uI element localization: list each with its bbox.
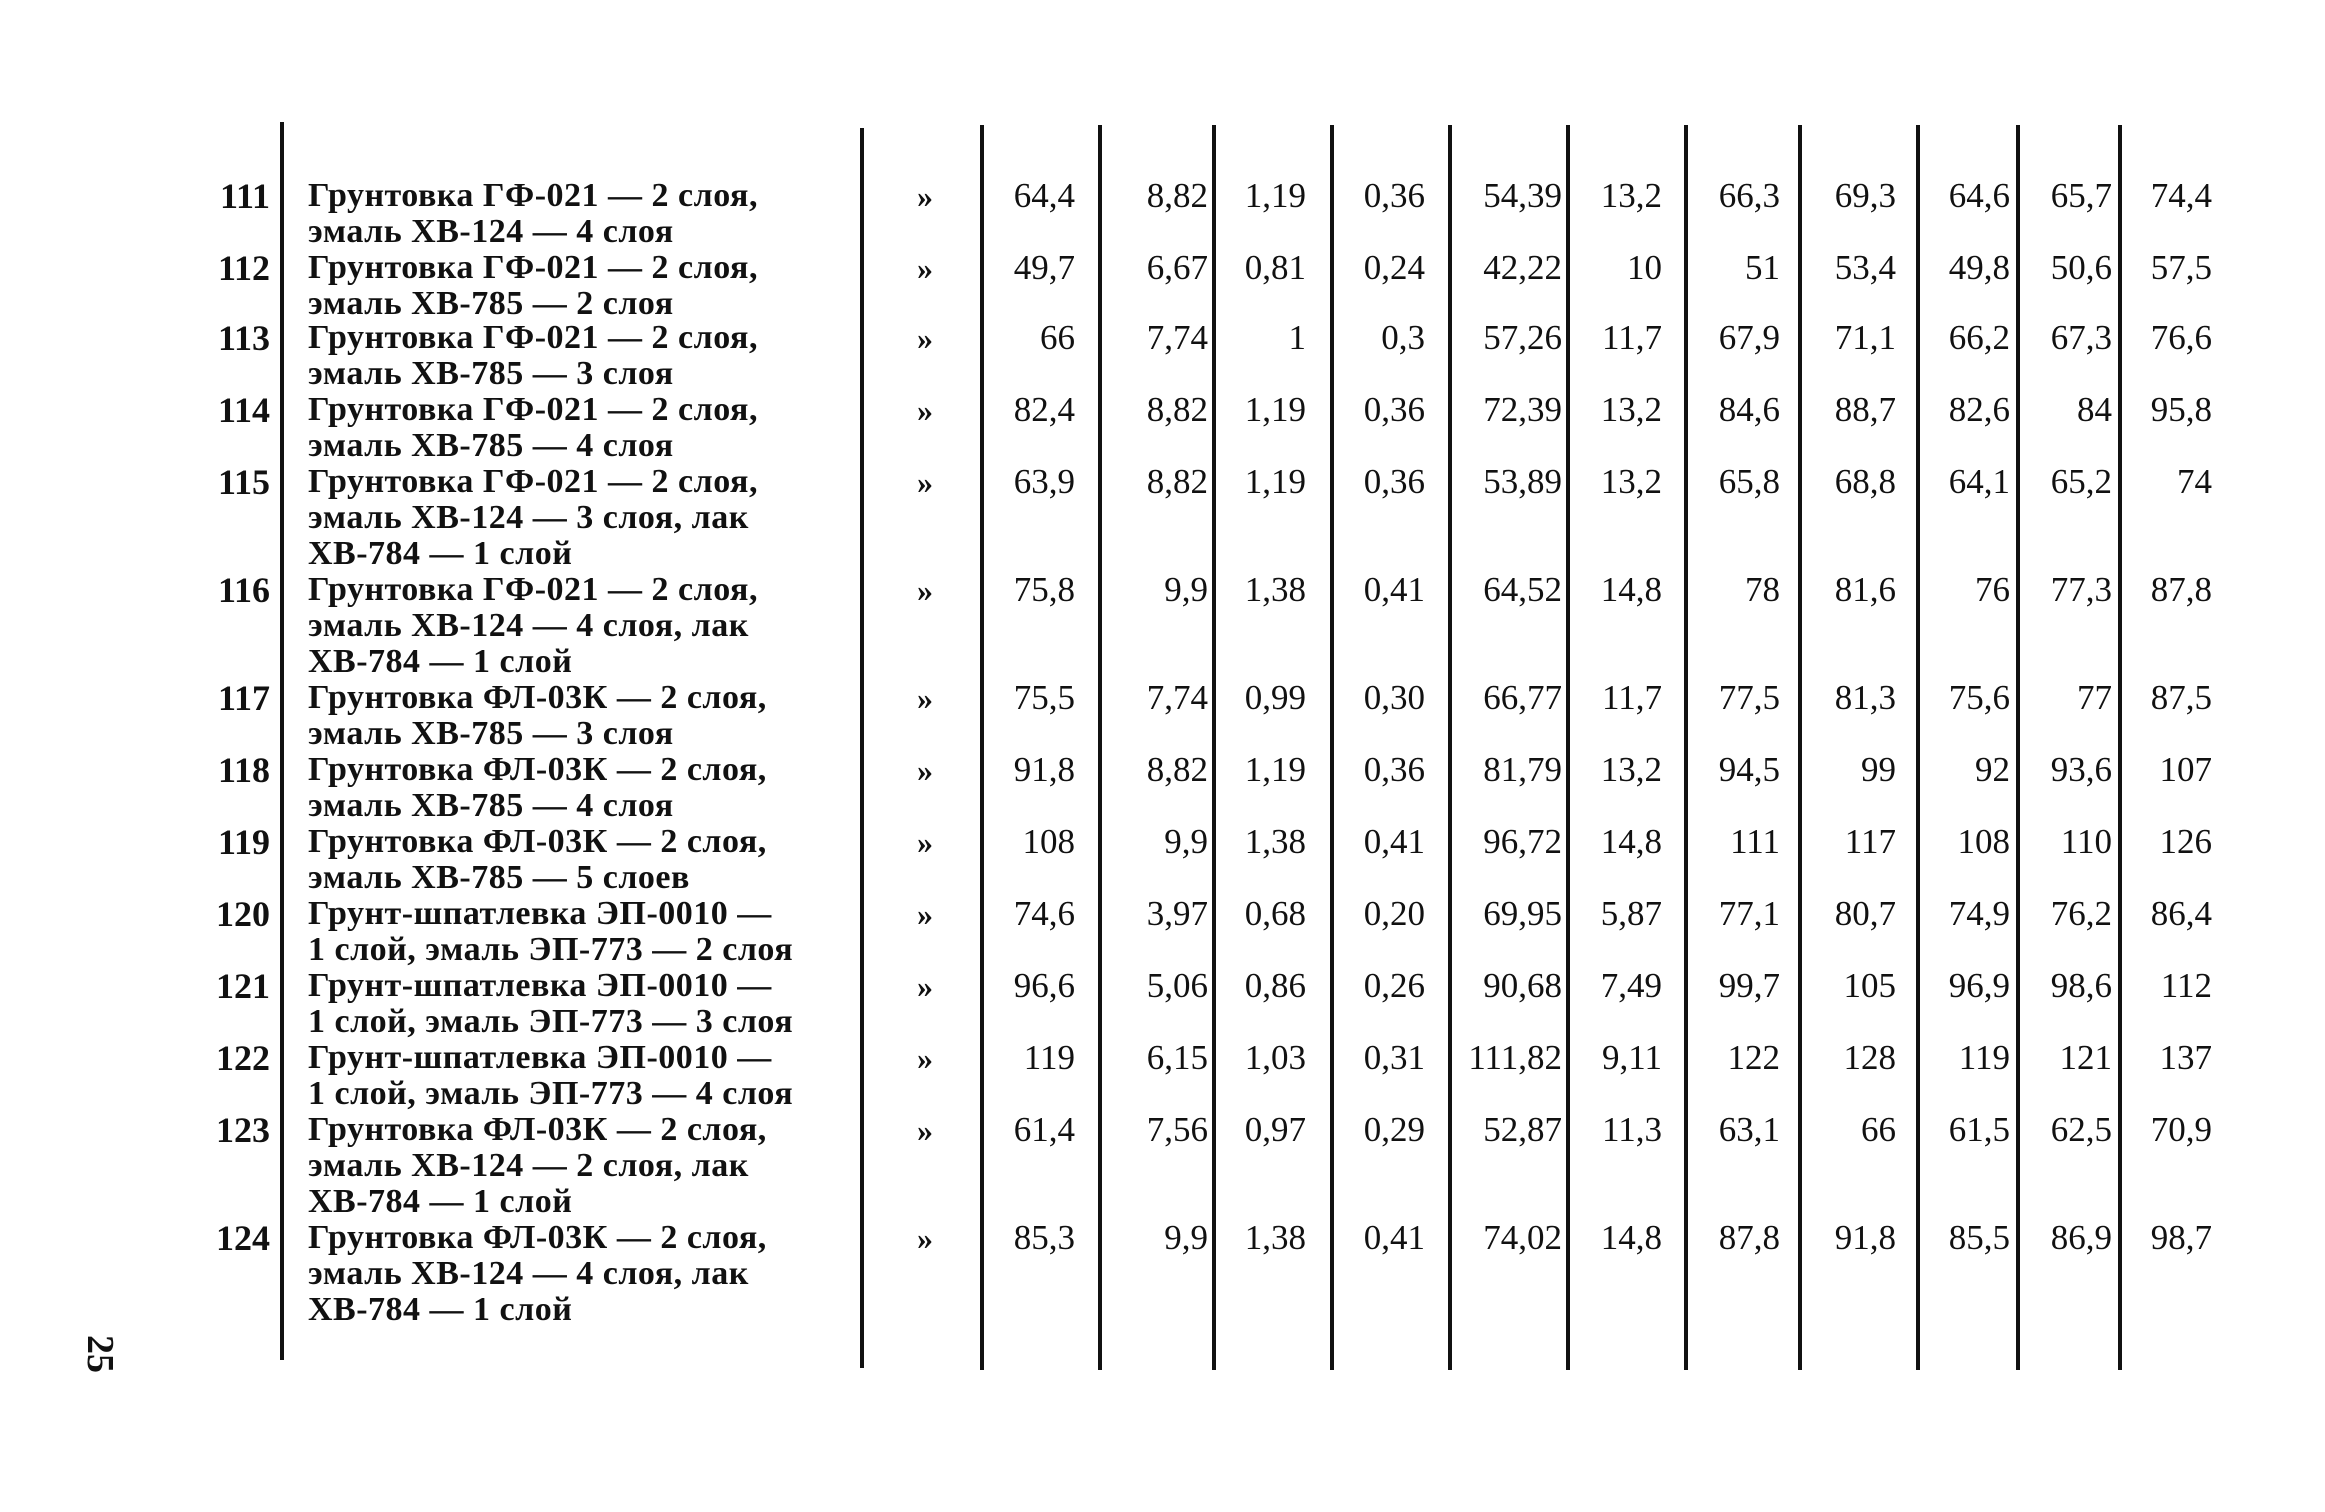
- value-cell: 66: [1040, 318, 1075, 357]
- value-cell: 0,99: [1244, 678, 1306, 717]
- value-cell: 6,15: [1146, 1038, 1208, 1077]
- row-number: 112: [217, 248, 270, 288]
- unit-mark: »: [917, 1040, 933, 1076]
- value-cell: 0,68: [1244, 894, 1306, 933]
- value-cell: 67,3: [2050, 318, 2112, 357]
- value-cell: 71,1: [1834, 318, 1896, 357]
- description-line: 1 слой, эмаль ЭП-773 — 3 слоя: [308, 1003, 794, 1040]
- value-cell: 0,36: [1363, 390, 1425, 429]
- value-cell: 0,41: [1363, 1218, 1425, 1257]
- value-cell: 86,9: [2050, 1218, 2112, 1257]
- value-cell: 0,41: [1363, 822, 1425, 861]
- page-number: 25: [79, 1335, 121, 1373]
- value-cell: 93,6: [2050, 750, 2112, 789]
- value-cell: 107: [2159, 750, 2212, 789]
- description-line: ХВ-784 — 1 слой: [308, 643, 573, 680]
- value-cell: 82,4: [1013, 390, 1075, 429]
- description-line: эмаль ХВ-124 — 4 слоя: [308, 213, 674, 250]
- value-cell: 13,2: [1600, 176, 1662, 215]
- row-number: 113: [217, 318, 270, 358]
- description-line: эмаль ХВ-785 — 4 слоя: [308, 427, 674, 464]
- value-cell: 0,31: [1363, 1038, 1425, 1077]
- value-cell: 70,9: [2150, 1110, 2212, 1149]
- unit-mark: »: [917, 752, 933, 788]
- value-cell: 8,82: [1146, 176, 1208, 215]
- coating-description: [308, 896, 848, 968]
- unit-mark: »: [917, 178, 933, 214]
- value-cell: 0,81: [1244, 248, 1306, 287]
- unit-mark: »: [917, 824, 933, 860]
- description-line: эмаль ХВ-124 — 4 слоя, лак: [308, 1255, 749, 1292]
- value-cell: 53,89: [1483, 462, 1562, 501]
- value-cell: 95,8: [2150, 390, 2212, 429]
- value-cell: 74,9: [1948, 894, 2010, 933]
- value-cell: 63,1: [1718, 1110, 1780, 1149]
- value-cell: 108: [1022, 822, 1075, 861]
- value-cell: 0,29: [1363, 1110, 1425, 1149]
- value-cell: 1,03: [1244, 1038, 1306, 1077]
- value-cell: 126: [2159, 822, 2212, 861]
- value-cell: 0,36: [1363, 176, 1425, 215]
- value-cell: 111,82: [1468, 1038, 1562, 1077]
- value-cell: 1,38: [1244, 822, 1306, 861]
- column-rule: [1798, 125, 1802, 1370]
- coating-description: [308, 178, 848, 250]
- value-cell: 72,39: [1483, 390, 1562, 429]
- coating-description: [308, 1220, 848, 1328]
- value-cell: 0,86: [1244, 966, 1306, 1005]
- value-cell: 0,41: [1363, 570, 1425, 609]
- value-cell: 11,7: [1602, 678, 1662, 717]
- value-cell: 0,26: [1363, 966, 1425, 1005]
- value-cell: 0,24: [1363, 248, 1425, 287]
- value-cell: 66,3: [1718, 176, 1780, 215]
- value-cell: 84,6: [1718, 390, 1780, 429]
- value-cell: 74,4: [2150, 176, 2212, 215]
- value-cell: 0,36: [1363, 750, 1425, 789]
- description-line: Грунтовка ГФ-021 — 2 слоя,: [308, 391, 758, 428]
- value-cell: 13,2: [1600, 390, 1662, 429]
- description-line: Грунтовка ГФ-021 — 2 слоя,: [308, 249, 758, 286]
- value-cell: 82,6: [1948, 390, 2010, 429]
- value-cell: 49,7: [1013, 248, 1075, 287]
- description-line: Грунтовка ФЛ-03К — 2 слоя,: [308, 679, 767, 716]
- coating-description: [308, 464, 848, 572]
- value-cell: 87,8: [2150, 570, 2212, 609]
- description-line: Грунтовка ФЛ-03К — 2 слоя,: [308, 1219, 767, 1256]
- value-cell: 54,39: [1483, 176, 1562, 215]
- value-cell: 66,77: [1483, 678, 1562, 717]
- value-cell: 65,8: [1718, 462, 1780, 501]
- value-cell: 117: [1844, 822, 1896, 861]
- value-cell: 98,6: [2050, 966, 2112, 1005]
- description-line: эмаль ХВ-785 — 5 слоев: [308, 859, 690, 896]
- value-cell: 62,5: [2050, 1110, 2112, 1149]
- value-cell: 94,5: [1718, 750, 1780, 789]
- description-line: Грунтовка ГФ-021 — 2 слоя,: [308, 463, 758, 500]
- value-cell: 92: [1975, 750, 2010, 789]
- unit-mark: »: [917, 680, 933, 716]
- coating-description: [308, 680, 848, 752]
- value-cell: 121: [2059, 1038, 2112, 1077]
- value-cell: 6,67: [1146, 248, 1208, 287]
- value-cell: 5,87: [1600, 894, 1662, 933]
- value-cell: 96,9: [1948, 966, 2010, 1005]
- column-rule: [1916, 125, 1920, 1370]
- description-line: Грунтовка ГФ-021 — 2 слоя,: [308, 177, 758, 214]
- unit-mark: »: [917, 464, 933, 500]
- value-cell: 99,7: [1718, 966, 1780, 1005]
- description-line: Грунт-шпатлевка ЭП-0010 —: [308, 1039, 772, 1076]
- value-cell: 90,68: [1483, 966, 1562, 1005]
- value-cell: 65,7: [2050, 176, 2112, 215]
- value-cell: 1,38: [1244, 570, 1306, 609]
- description-line: эмаль ХВ-785 — 3 слоя: [308, 355, 674, 392]
- description-line: ХВ-784 — 1 слой: [308, 535, 573, 572]
- value-cell: 76: [1975, 570, 2010, 609]
- value-cell: 69,3: [1834, 176, 1896, 215]
- value-cell: 57,5: [2150, 248, 2212, 287]
- coating-description: [308, 752, 848, 824]
- column-rule: [2016, 125, 2020, 1370]
- description-line: Грунт-шпатлевка ЭП-0010 —: [308, 895, 772, 932]
- description-line: ХВ-784 — 1 слой: [308, 1183, 573, 1220]
- value-cell: 8,82: [1146, 750, 1208, 789]
- value-cell: 128: [1843, 1038, 1896, 1077]
- value-cell: 64,4: [1013, 176, 1075, 215]
- value-cell: 52,87: [1483, 1110, 1562, 1149]
- value-cell: 7,56: [1146, 1110, 1208, 1149]
- unit-mark: »: [917, 392, 933, 428]
- description-line: эмаль ХВ-124 — 4 слоя, лак: [308, 607, 749, 644]
- value-cell: 96,72: [1483, 822, 1562, 861]
- coating-description: [308, 1040, 848, 1112]
- value-cell: 80,7: [1834, 894, 1896, 933]
- description-line: эмаль ХВ-785 — 4 слоя: [308, 787, 674, 824]
- value-cell: 7,49: [1600, 966, 1662, 1005]
- unit-mark: »: [917, 1112, 933, 1148]
- row-number: 117: [217, 678, 270, 718]
- value-cell: 64,1: [1948, 462, 2010, 501]
- column-rule: [280, 122, 284, 1360]
- value-cell: 81,79: [1483, 750, 1562, 789]
- value-cell: 57,26: [1483, 318, 1562, 357]
- value-cell: 65,2: [2050, 462, 2112, 501]
- value-cell: 78: [1745, 570, 1780, 609]
- value-cell: 50,6: [2050, 248, 2112, 287]
- coating-description: [308, 1112, 848, 1220]
- value-cell: 1,19: [1244, 462, 1306, 501]
- value-cell: 87,8: [1718, 1218, 1780, 1257]
- value-cell: 14,8: [1600, 570, 1662, 609]
- value-cell: 111: [1730, 822, 1780, 861]
- value-cell: 0,97: [1244, 1110, 1306, 1149]
- value-cell: 85,5: [1948, 1218, 2010, 1257]
- value-cell: 7,74: [1146, 678, 1208, 717]
- column-rule: [1448, 125, 1452, 1370]
- unit-mark: »: [917, 572, 933, 608]
- value-cell: 13,2: [1600, 750, 1662, 789]
- value-cell: 96,6: [1013, 966, 1075, 1005]
- value-cell: 66: [1861, 1110, 1896, 1149]
- value-cell: 11,7: [1602, 318, 1662, 357]
- value-cell: 7,74: [1146, 318, 1208, 357]
- unit-mark: »: [917, 896, 933, 932]
- coating-description: [308, 392, 848, 464]
- description-line: Грунтовка ГФ-021 — 2 слоя,: [308, 571, 758, 608]
- row-number: 122: [216, 1038, 270, 1078]
- value-cell: 1,19: [1244, 750, 1306, 789]
- row-number: 118: [217, 750, 270, 790]
- column-rule: [1330, 125, 1334, 1370]
- value-cell: 1,19: [1244, 390, 1306, 429]
- column-rule: [2118, 125, 2122, 1370]
- value-cell: 1,19: [1244, 176, 1306, 215]
- value-cell: 91,8: [1834, 1218, 1896, 1257]
- value-cell: 8,82: [1146, 390, 1208, 429]
- row-number: 114: [217, 390, 270, 430]
- value-cell: 9,9: [1164, 1218, 1208, 1257]
- description-line: ХВ-784 — 1 слой: [308, 1291, 573, 1328]
- value-cell: 3,97: [1146, 894, 1208, 933]
- row-number: 116: [217, 570, 270, 610]
- value-cell: 76,2: [2050, 894, 2112, 933]
- column-rule: [1212, 125, 1216, 1370]
- value-cell: 75,6: [1948, 678, 2010, 717]
- value-cell: 75,8: [1013, 570, 1075, 609]
- value-cell: 84: [2077, 390, 2112, 429]
- value-cell: 13,2: [1600, 462, 1662, 501]
- value-cell: 63,9: [1013, 462, 1075, 501]
- coating-description: [308, 250, 848, 322]
- value-cell: 110: [2060, 822, 2112, 861]
- value-cell: 5,06: [1146, 966, 1208, 1005]
- coating-description: [308, 824, 848, 896]
- value-cell: 86,4: [2150, 894, 2212, 933]
- value-cell: 88,7: [1834, 390, 1896, 429]
- value-cell: 64,52: [1483, 570, 1562, 609]
- column-rule: [860, 128, 864, 1368]
- coating-description: [308, 320, 848, 392]
- column-rule: [1566, 125, 1570, 1370]
- value-cell: 9,9: [1164, 570, 1208, 609]
- row-number: 120: [216, 894, 270, 934]
- coating-description: [308, 572, 848, 680]
- row-number: 111: [219, 176, 270, 216]
- value-cell: 8,82: [1146, 462, 1208, 501]
- value-cell: 9,11: [1602, 1038, 1662, 1077]
- value-cell: 87,5: [2150, 678, 2212, 717]
- description-line: 1 слой, эмаль ЭП-773 — 2 слоя: [308, 931, 794, 968]
- description-line: Грунтовка ФЛ-03К — 2 слоя,: [308, 823, 767, 860]
- value-cell: 10: [1627, 248, 1662, 287]
- coating-description: [308, 968, 848, 1040]
- value-cell: 42,22: [1483, 248, 1562, 287]
- row-number: 115: [217, 462, 270, 502]
- unit-mark: »: [917, 250, 933, 286]
- value-cell: 53,4: [1834, 248, 1896, 287]
- row-number: 121: [216, 966, 270, 1006]
- value-cell: 69,95: [1483, 894, 1562, 933]
- value-cell: 9,9: [1164, 822, 1208, 861]
- value-cell: 0,30: [1363, 678, 1425, 717]
- row-number: 119: [217, 822, 270, 862]
- value-cell: 119: [1023, 1038, 1075, 1077]
- value-cell: 74,6: [1013, 894, 1075, 933]
- value-cell: 0,20: [1363, 894, 1425, 933]
- value-cell: 51: [1745, 248, 1780, 287]
- value-cell: 85,3: [1013, 1218, 1075, 1257]
- value-cell: 64,6: [1948, 176, 2010, 215]
- value-cell: 68,8: [1834, 462, 1896, 501]
- description-line: Грунтовка ФЛ-03К — 2 слоя,: [308, 1111, 767, 1148]
- row-number: 123: [216, 1110, 270, 1150]
- value-cell: 14,8: [1600, 1218, 1662, 1257]
- value-cell: 91,8: [1013, 750, 1075, 789]
- value-cell: 99: [1861, 750, 1896, 789]
- value-cell: 11,3: [1602, 1110, 1662, 1149]
- value-cell: 122: [1727, 1038, 1780, 1077]
- description-line: Грунтовка ФЛ-03К — 2 слоя,: [308, 751, 767, 788]
- value-cell: 77,5: [1718, 678, 1780, 717]
- description-line: Грунт-шпатлевка ЭП-0010 —: [308, 967, 772, 1004]
- value-cell: 108: [1957, 822, 2010, 861]
- value-cell: 98,7: [2150, 1218, 2212, 1257]
- value-cell: 75,5: [1013, 678, 1075, 717]
- unit-mark: »: [917, 968, 933, 1004]
- description-line: эмаль ХВ-124 — 2 слоя, лак: [308, 1147, 749, 1184]
- value-cell: 77: [2077, 678, 2112, 717]
- description-line: 1 слой, эмаль ЭП-773 — 4 слоя: [308, 1075, 794, 1112]
- value-cell: 119: [1958, 1038, 2010, 1077]
- value-cell: 76,6: [2150, 318, 2212, 357]
- value-cell: 1,38: [1244, 1218, 1306, 1257]
- value-cell: 67,9: [1718, 318, 1780, 357]
- value-cell: 14,8: [1600, 822, 1662, 861]
- value-cell: 77,3: [2050, 570, 2112, 609]
- value-cell: 0,3: [1381, 318, 1425, 357]
- value-cell: 112: [2160, 966, 2212, 1005]
- row-number: 124: [216, 1218, 270, 1258]
- value-cell: 61,5: [1948, 1110, 2010, 1149]
- value-cell: 66,2: [1948, 318, 2010, 357]
- value-cell: 49,8: [1948, 248, 2010, 287]
- description-line: эмаль ХВ-124 — 3 слоя, лак: [308, 499, 749, 536]
- value-cell: 0,36: [1363, 462, 1425, 501]
- value-cell: 81,6: [1834, 570, 1896, 609]
- value-cell: 1: [1288, 318, 1306, 357]
- description-line: Грунтовка ГФ-021 — 2 слоя,: [308, 319, 758, 356]
- value-cell: 61,4: [1013, 1110, 1075, 1149]
- value-cell: 81,3: [1834, 678, 1896, 717]
- value-cell: 77,1: [1718, 894, 1780, 933]
- value-cell: 137: [2159, 1038, 2212, 1077]
- unit-mark: »: [917, 1220, 933, 1256]
- unit-mark: »: [917, 320, 933, 356]
- column-rule: [1684, 125, 1688, 1370]
- value-cell: 74,02: [1483, 1218, 1562, 1257]
- description-line: эмаль ХВ-785 — 3 слоя: [308, 715, 674, 752]
- column-rule: [980, 125, 984, 1370]
- value-cell: 105: [1843, 966, 1896, 1005]
- value-cell: 74: [2177, 462, 2212, 501]
- column-rule: [1098, 125, 1102, 1370]
- description-line: эмаль ХВ-785 — 2 слоя: [308, 285, 674, 322]
